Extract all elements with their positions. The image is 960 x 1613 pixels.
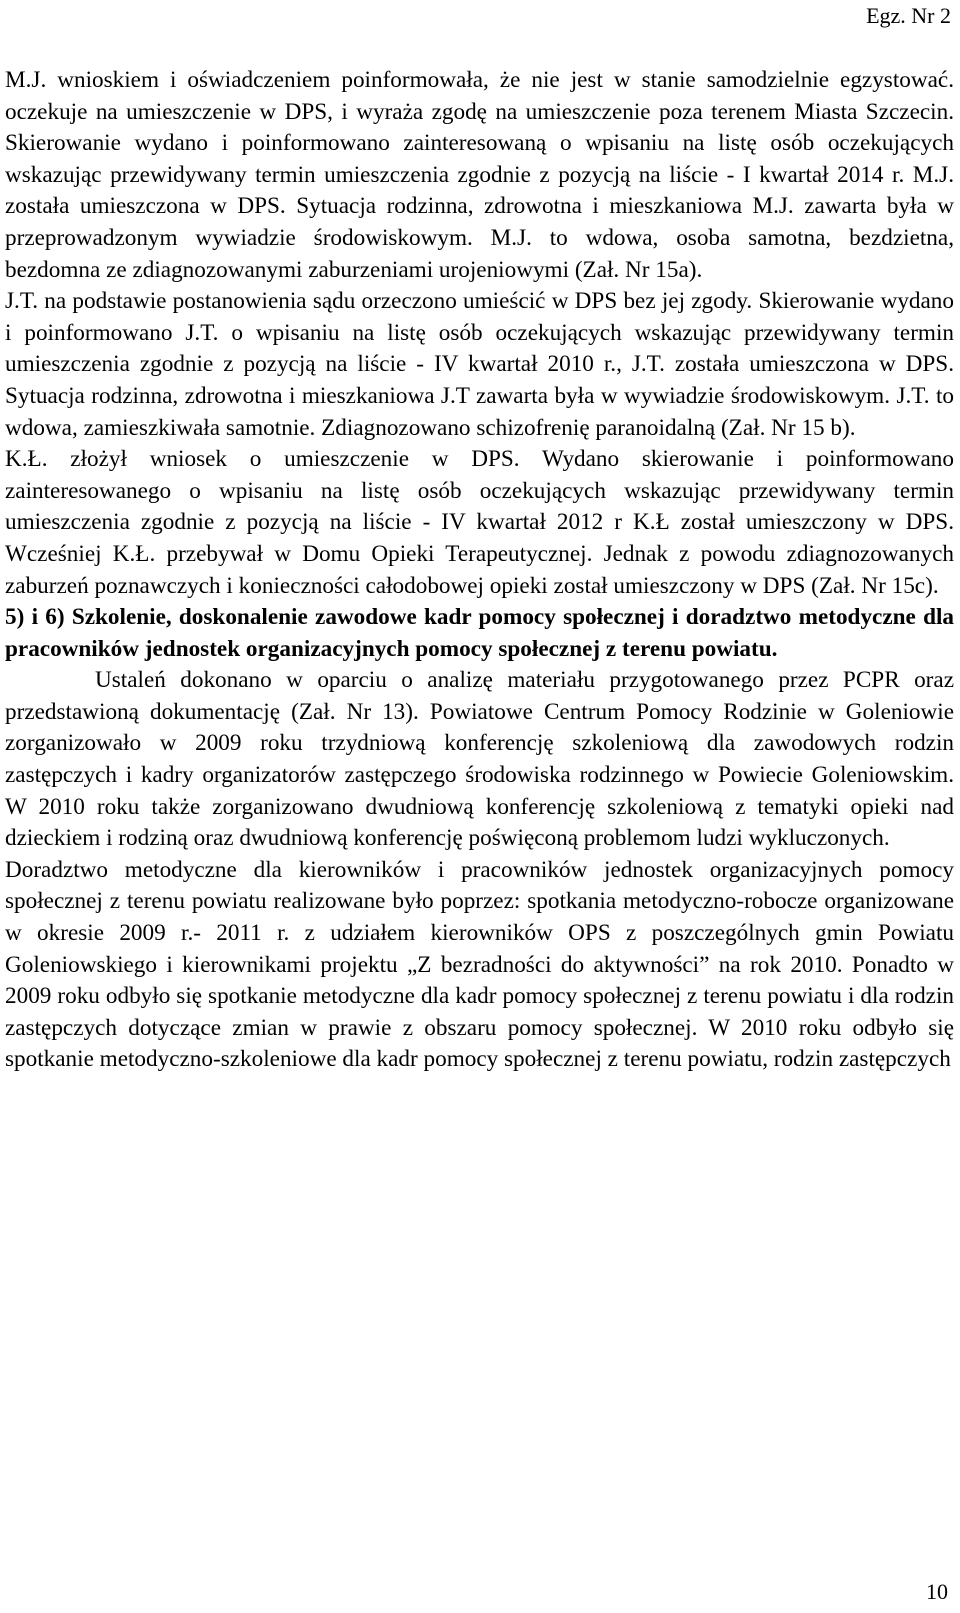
paragraph-findings: Ustaleń dokonano w oparciu o analizę materiału przygotowanego przez PCPR oraz przedstawioną dokumentację (Zał. Nr 13). Powiatowe Centrum Pomocy Rodzinie w Goleniowie zorganizowało w 2009 roku trzydniową konferencję szkoleniową dla zawodowych rodzin zastępczych i kadry organizatorów zastępczego środowiska rodzinnego w Powiecie Goleniowskim. W 2010 roku także zorganizowano dwudniową konferencję szkoleniową z tematyki opieki nad dzieckiem i rodziną oraz dwudniową konferencję poświęconą problemom ludzi wykluczonych.: [5, 667, 954, 852]
section-heading-training: 5) i 6) Szkolenie, doskonalenie zawodowe kadr pomocy społecznej i doradztwo metodyczne dla pracowników jednostek organizacyjnych pomocy społecznej z terenu powiatu.: [5, 604, 954, 662]
paragraph-kl-case: K.Ł. złożył wniosek o umieszczenie w DPS. Wydano skierowanie i poinformowano zainteresowanego o wpisaniu na listę osób oczekujących wskazując przewidywany termin umieszczenia zgodnie z pozycją na liście - IV kwartał 2012 r K.Ł został umieszczony w DPS. Wcześniej K.Ł. przebywał w Domu Opieki Terapeutycznej. Jednak z powodu zdiagnozowanych zaburzeń poznawczych i konieczności całodobowej opieki został umieszczony w DPS (Zał. Nr 15c).: [5, 446, 954, 599]
paragraph-jt-case: J.T. na podstawie postanowienia sądu orzeczono umieścić w DPS bez jej zgody. Skierowanie wydano i poinformowano J.T. o wpisaniu na listę osób oczekujących wskazując przewidywany termin umieszczenia zgodnie z pozycją na liście - IV kwartał 2010 r., J.T. została umieszczona w DPS. Sytuacja rodzinna, zdrowotna i mieszkaniowa J.T zawarta była w wywiadzie środowiskowym. J.T. to wdowa, zamieszkiwała samotnie. Zdiagnozowano schizofrenię paranoidalną (Zał. Nr 15 b).: [5, 288, 954, 441]
page-number: 10: [926, 1579, 948, 1604]
paragraph-mj-case: M.J. wnioskiem i oświadczeniem poinformowała, że nie jest w stanie samodzielnie egzystować. oczekuje na umieszczenie w DPS, i wyraża zgodę na umieszczenie poza terenem Miasta Szczecin. Skierowanie wydano i poinformowano zainteresowaną o wpisaniu na listę osób oczekujących wskazując przewidywany termin umieszczenia zgodnie z pozycją na liście - I kwartał 2014 r. M.J. została umieszczona w DPS. Sytuacja rodzinna, zdrowotna i mieszkaniowa M.J. zawarta była w przeprowadzonym wywiadzie środowiskowym. M.J. to wdowa, osoba samotna, bezdzietna, bezdomna ze zdiagnozowanymi zaburzeniami urojeniowymi (Zał. Nr 15a).: [5, 67, 954, 283]
copy-number-label: Egz. Nr 2: [866, 3, 951, 28]
document-body: [5, 65, 954, 1076]
paragraph-methodical-advice: Doradztwo metodyczne dla kierowników i pracowników jednostek organizacyjnych pomocy społecznej z terenu powiatu realizowane było poprzez: spotkania metodyczno-robocze organizowane w okresie 2009 r.- 2011 r. z udziałem kierowników OPS z poszczególnych gmin Powiatu Goleniowskiego i kierownikami projektu „Z bezradności do aktywności” na rok 2010. Ponadto w 2009 roku odbyło się spotkanie metodyczne dla kadr pomocy społecznej z terenu powiatu i dla rodzin zastępczych dotyczące zmian w prawie z obszaru pomocy społecznej. W 2010 roku odbyło się spotkanie metodyczno-szkoleniowe dla kadr pomocy społecznej z terenu powiatu, rodzin zastępczych: [5, 856, 954, 1073]
